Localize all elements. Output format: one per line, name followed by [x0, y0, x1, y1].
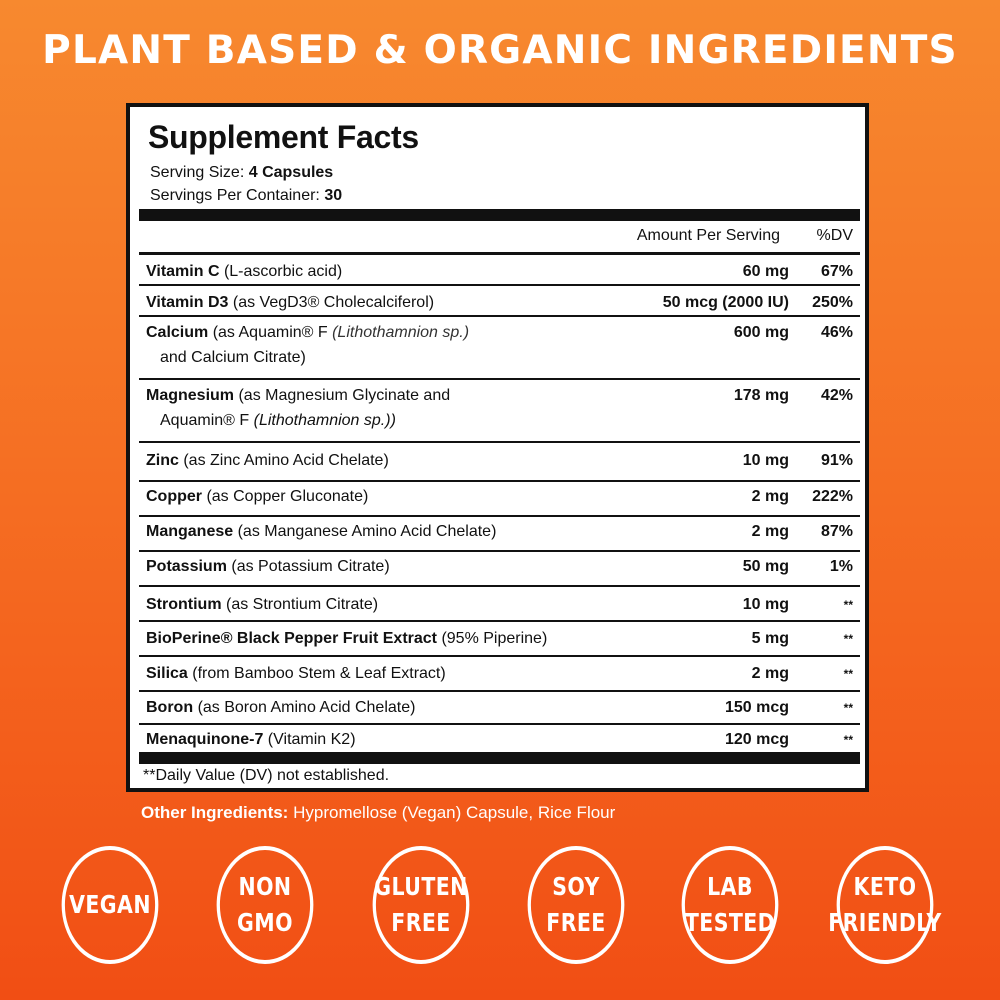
- nutrient-source: (as Aquamin® F: [212, 324, 333, 341]
- nutrient-name-cell: [146, 290, 434, 316]
- row-divider: [139, 441, 860, 443]
- nutrient-dv: **: [843, 598, 853, 612]
- badge-line2: FRIENDLY: [828, 908, 942, 937]
- badge-line1: VEGAN: [69, 890, 151, 919]
- nutrient-name: Vitamin D3: [146, 294, 229, 311]
- badge-gluten-free: [373, 846, 470, 964]
- servings-value: 30: [324, 187, 343, 204]
- row-divider: [139, 378, 860, 380]
- nutrient-name: BioPerine® Black Pepper Fruit Extract: [146, 630, 437, 647]
- row-divider: [139, 515, 860, 517]
- servings-per-container: [150, 187, 342, 205]
- nutrient-name-cell: [146, 519, 496, 545]
- servings-label: Servings Per Container:: [150, 187, 320, 204]
- nutrient-amount: 5 mg: [751, 630, 789, 647]
- supplement-facts-box: [130, 107, 865, 788]
- nutrient-source: (L-ascorbic acid): [223, 263, 343, 280]
- nutrient-source: (as Potassium Citrate): [231, 558, 390, 575]
- row-divider: [139, 723, 860, 725]
- facts-title: Supplement Facts: [148, 119, 419, 155]
- nutrient-source-line2: [160, 408, 396, 434]
- nutrient-dv: 42%: [820, 387, 853, 404]
- nutrient-source-cont: and Calcium Citrate): [160, 349, 306, 366]
- footer-divider-bar: [139, 752, 860, 764]
- nutrient-dv: 91%: [820, 452, 853, 469]
- nutrient-name: Calcium: [146, 324, 209, 341]
- row-divider: [139, 655, 860, 657]
- nutrient-name-cell: [146, 661, 446, 687]
- badge-line1: KETO: [853, 872, 917, 901]
- nutrient-amount: 2 mg: [751, 488, 789, 505]
- nutrient-source: (as Magnesium Glycinate and: [238, 387, 451, 404]
- nutrient-name-cell: [146, 383, 450, 409]
- other-ingredients-label: Other Ingredients:: [141, 803, 289, 822]
- nutrient-source: (from Bamboo Stem & Leaf Extract): [192, 665, 446, 682]
- nutrient-name: Strontium: [146, 596, 222, 613]
- serving-size-label: Serving Size:: [150, 164, 245, 181]
- nutrient-source: (95% Piperine): [441, 630, 548, 647]
- nutrient-dv: **: [843, 733, 853, 747]
- nutrient-dv: 67%: [820, 263, 853, 280]
- header-divider-bar: [139, 209, 860, 221]
- nutrient-amount: 178 mg: [733, 387, 789, 404]
- row-divider: [139, 690, 860, 692]
- nutrient-source: (as Zinc Amino Acid Chelate): [183, 452, 389, 469]
- nutrient-dv: 1%: [829, 558, 853, 575]
- nutrient-dv: 87%: [820, 523, 853, 540]
- nutrient-name: Silica: [146, 665, 188, 682]
- divider: [139, 252, 860, 255]
- badge-keto-friendly: [828, 846, 942, 964]
- nutrient-dv: **: [843, 632, 853, 646]
- badge-line1: NON: [238, 872, 292, 901]
- nutrient-amount: 50 mcg (2000 IU): [662, 294, 789, 311]
- nutrient-source: (as Manganese Amino Acid Chelate): [237, 523, 497, 540]
- badge-line2: FREE: [391, 908, 451, 937]
- serving-size-value: 4 Capsules: [248, 164, 334, 181]
- badge-line1: LAB: [707, 872, 753, 901]
- nutrient-source-italic: (Lithothamnion sp.): [332, 324, 470, 341]
- nutrient-name-cell: [146, 448, 389, 474]
- nutrient-source-cont: Aquamin® F: [160, 412, 254, 429]
- nutrient-dv: **: [843, 667, 853, 681]
- row-divider: [139, 480, 860, 482]
- row-divider: [139, 585, 860, 587]
- nutrient-amount: 2 mg: [751, 665, 789, 682]
- column-header-dv: %DV: [816, 227, 853, 244]
- nutrient-name-cell: [146, 259, 342, 285]
- nutrient-amount: 50 mg: [742, 558, 789, 575]
- serving-size: [150, 164, 333, 182]
- nutrient-name: Boron: [146, 699, 194, 716]
- nutrient-name-cell: [146, 727, 356, 753]
- badge-lab-tested: [682, 846, 779, 964]
- nutrient-source: (as VegD3® Cholecalciferol): [232, 294, 435, 311]
- nutrient-name: Manganese: [146, 523, 234, 540]
- nutrient-amount: 150 mcg: [724, 699, 789, 716]
- nutrient-source: (as Copper Gluconate): [206, 488, 369, 505]
- nutrient-dv: **: [843, 701, 853, 715]
- nutrient-name: Magnesium: [146, 387, 235, 404]
- nutrient-name-cell: [146, 695, 415, 721]
- badge-line1: SOY: [552, 872, 600, 901]
- other-ingredients: [141, 803, 615, 823]
- nutrient-name: Vitamin C: [146, 263, 220, 280]
- nutrient-name: Zinc: [146, 452, 179, 469]
- badge-line2: GMO: [237, 908, 293, 937]
- nutrient-name-cell: [146, 592, 378, 618]
- badge-soy-free: [528, 846, 625, 964]
- footnote: **Daily Value (DV) not established.: [143, 767, 390, 784]
- badge-non-gmo: [217, 846, 314, 964]
- nutrient-amount: 600 mg: [733, 324, 789, 341]
- nutrient-amount: 10 mg: [742, 596, 789, 613]
- nutrient-name: Menaquinone-7: [146, 731, 264, 748]
- nutrient-name: Potassium: [146, 558, 227, 575]
- nutrient-amount: 10 mg: [742, 452, 789, 469]
- nutrient-dv: 46%: [820, 324, 853, 341]
- other-ingredients-value: Hypromellose (Vegan) Capsule, Rice Flour: [293, 803, 616, 822]
- nutrient-name-cell: [146, 554, 390, 580]
- supplement-facts-panel: [126, 103, 869, 792]
- headline: PLANT BASED & ORGANIC INGREDIENTS: [42, 28, 958, 73]
- nutrient-dv: 250%: [812, 294, 853, 311]
- badge-line2: TESTED: [684, 908, 776, 937]
- row-divider: [139, 620, 860, 622]
- column-header-amount: Amount Per Serving: [636, 227, 780, 244]
- row-divider: [139, 550, 860, 552]
- nutrient-name-cell: [146, 320, 469, 346]
- nutrient-source: (as Boron Amino Acid Chelate): [197, 699, 416, 716]
- nutrient-dv: 222%: [812, 488, 853, 505]
- nutrient-source: (Vitamin K2): [267, 731, 356, 748]
- badge-line2: FREE: [546, 908, 606, 937]
- nutrient-amount: 120 mcg: [724, 731, 789, 748]
- nutrient-name: Copper: [146, 488, 202, 505]
- badge-vegan: [62, 846, 159, 964]
- nutrient-source-italic: (Lithothamnion sp.)): [253, 412, 396, 429]
- badge-line1: GLUTEN: [374, 872, 468, 901]
- nutrient-amount: 60 mg: [742, 263, 789, 280]
- nutrient-name-cell: [146, 626, 547, 652]
- nutrient-source: (as Strontium Citrate): [226, 596, 379, 613]
- nutrient-name-cell: [146, 484, 368, 510]
- nutrient-source-line2: [160, 345, 306, 371]
- nutrient-amount: 2 mg: [751, 523, 789, 540]
